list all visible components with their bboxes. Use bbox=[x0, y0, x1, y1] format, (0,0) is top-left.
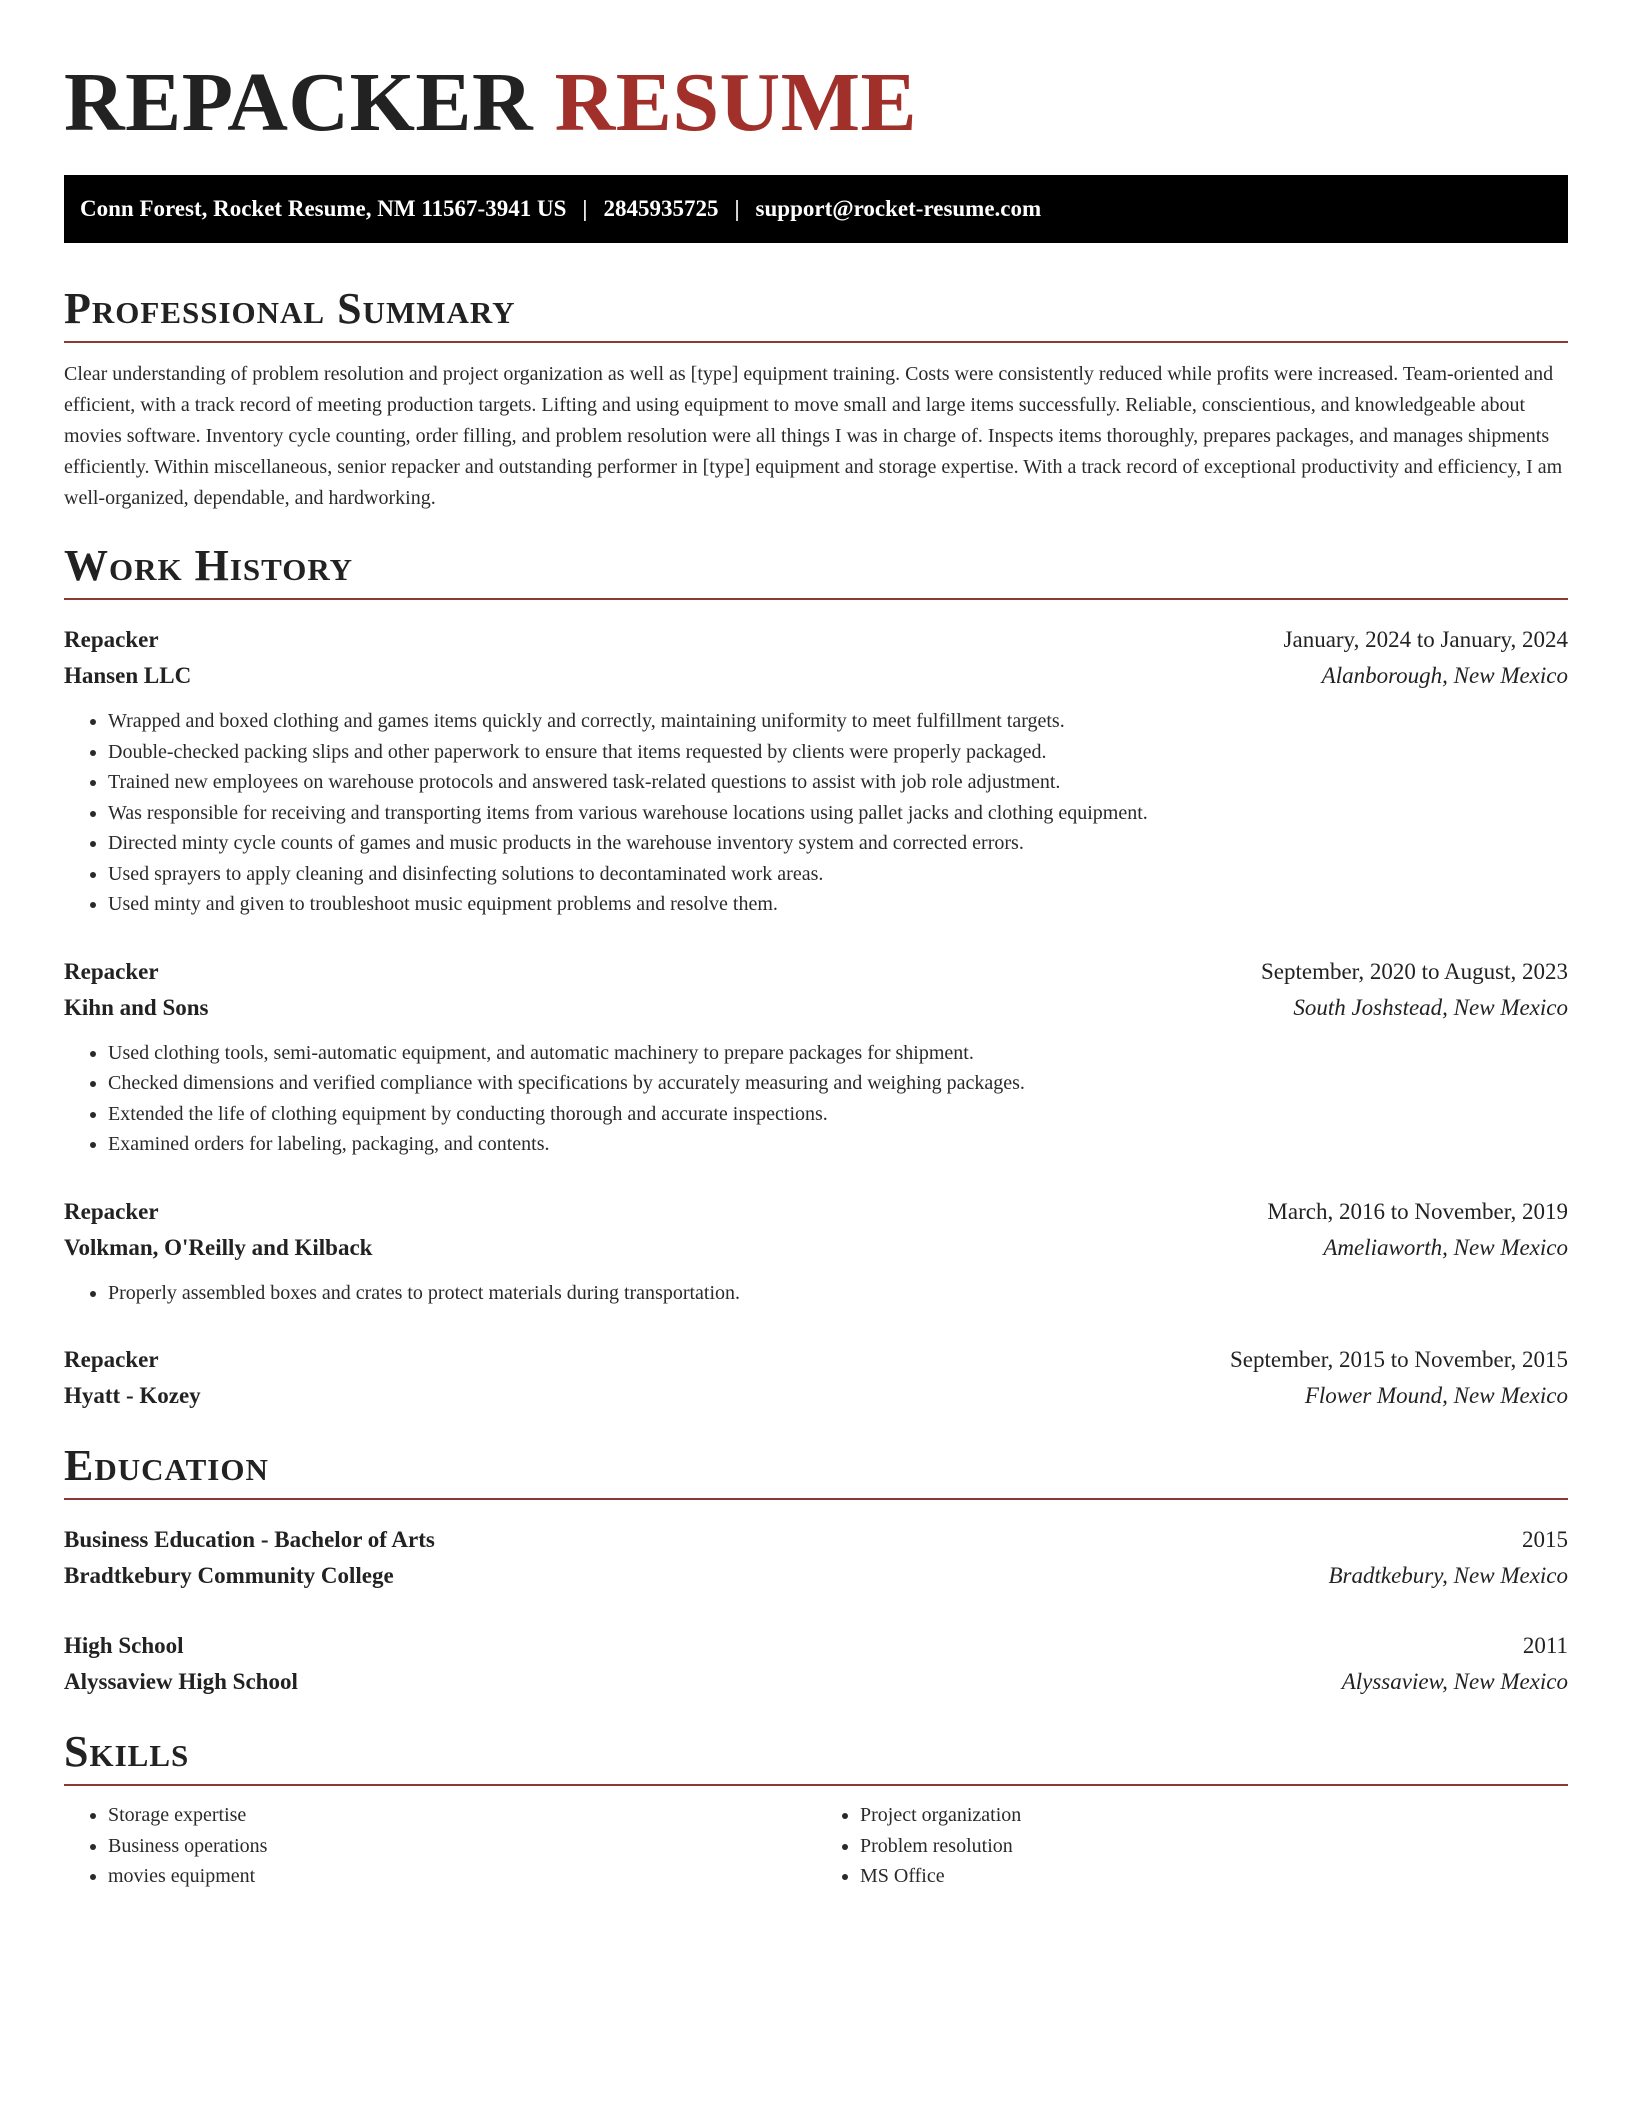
job-header-row bbox=[64, 954, 1568, 990]
list-item: • Used minty and given to troubleshoot music equipment problems and resolve them. bbox=[108, 889, 1568, 920]
job-company: Kihn and Sons bbox=[64, 994, 209, 1020]
education-school-row bbox=[64, 1558, 1568, 1594]
job-company-row bbox=[64, 658, 1568, 694]
education-entry bbox=[64, 1522, 1568, 1594]
job-location: South Joshstead, New Mexico bbox=[1293, 994, 1568, 1020]
skill-item: • Storage expertise bbox=[108, 1800, 816, 1831]
education-year: 2011 bbox=[1522, 1633, 1568, 1658]
job-bullets bbox=[64, 706, 1568, 920]
job-header-row bbox=[64, 1194, 1568, 1230]
list-item: • Directed minty cycle counts of games and music products in the warehouse inventory system and corrected errors. bbox=[108, 828, 1568, 859]
skill-item: • MS Office bbox=[860, 1861, 1568, 1892]
job-header-row bbox=[64, 1342, 1568, 1378]
list-item: • Used sprayers to apply cleaning and disinfecting solutions to decontaminated work areas. bbox=[108, 859, 1568, 890]
education-degree: High School bbox=[64, 1633, 184, 1658]
job-role: Repacker bbox=[64, 958, 159, 984]
contact-email[interactable]: support@rocket-resume.com bbox=[755, 196, 1042, 221]
job-location: Alanborough, New Mexico bbox=[1321, 663, 1568, 688]
skill-item: • movies equipment bbox=[108, 1861, 816, 1892]
list-item: • Checked dimensions and verified compliance with specifications by accurately measuring and weighing packages. bbox=[108, 1068, 1568, 1099]
education-year: 2015 bbox=[1522, 1527, 1568, 1552]
job-company-row bbox=[64, 990, 1568, 1026]
job-bullets bbox=[64, 1278, 1568, 1309]
job-dates: September, 2020 to August, 2023 bbox=[1260, 958, 1568, 984]
education-school: Alyssaview High School bbox=[64, 1669, 298, 1694]
summary-paragraph: Clear understanding of problem resolution and project organization as well as [type] equipment training. Costs were consistently reduced while profits were increased. Team-oriented and efficient, with a track record of meeting production targets. Lifting and using equipment to move small and large items successfully. Reliable, conscientious, and knowledgeable about movies software. Inventory cycle counting, order filling, and problem resolution were all things I was in charge of. Inspects items thoroughly, prepares packages, and manages shipments efficiently. Within miscellaneous, senior repacker and outstanding performer in [type] equipment and storage expertise. With a track record of exceptional productivity and efficiency, I am well-organized, dependable, and hardworking. bbox=[64, 363, 1563, 509]
list-item: • Used clothing tools, semi-automatic equipment, and automatic machinery to prepare packages for shipment. bbox=[108, 1038, 1568, 1069]
job-company: Hyatt - Kozey bbox=[64, 1383, 201, 1408]
skills-column-right bbox=[816, 1800, 1568, 1892]
contact-address: Conn Forest, Rocket Resume, NM 11567-3941 US bbox=[80, 196, 567, 221]
section-heading: Education bbox=[64, 1440, 1568, 1500]
education-school: Bradtkebury Community College bbox=[64, 1563, 394, 1588]
contact-bar bbox=[64, 175, 1568, 243]
section-heading: Skills bbox=[64, 1726, 1568, 1786]
job-role: Repacker bbox=[64, 627, 159, 652]
job-header-row bbox=[64, 622, 1568, 658]
job-entry bbox=[64, 622, 1568, 920]
job-company: Volkman, O'Reilly and Kilback bbox=[64, 1234, 373, 1260]
contact-separator: | bbox=[734, 196, 740, 221]
job-entry bbox=[64, 1342, 1568, 1414]
education-school-row bbox=[64, 1664, 1568, 1700]
skill-item: • Project organization bbox=[860, 1800, 1568, 1831]
skills-grid bbox=[64, 1800, 1568, 1892]
skill-item: • Business operations bbox=[108, 1831, 816, 1862]
skill-item: • Problem resolution bbox=[860, 1831, 1568, 1862]
job-company-row bbox=[64, 1230, 1568, 1266]
education-location: Alyssaview, New Mexico bbox=[1341, 1669, 1568, 1694]
education-degree: Business Education - Bachelor of Arts bbox=[64, 1527, 435, 1552]
job-company: Hansen LLC bbox=[64, 663, 192, 688]
summary-section bbox=[64, 283, 1568, 514]
education-location: Bradtkebury, New Mexico bbox=[1328, 1563, 1568, 1588]
job-bullets bbox=[64, 1038, 1568, 1160]
list-item: • Wrapped and boxed clothing and games items quickly and correctly, maintaining uniformity to meet fulfillment targets. bbox=[108, 706, 1568, 737]
skills-section bbox=[64, 1726, 1568, 1892]
work-history-section bbox=[64, 540, 1568, 1414]
job-role: Repacker bbox=[64, 1347, 159, 1372]
skills-column-left bbox=[64, 1800, 816, 1892]
section-heading: Work History bbox=[64, 540, 1568, 600]
education-entry bbox=[64, 1628, 1568, 1700]
job-entry bbox=[64, 954, 1568, 1160]
education-header-row bbox=[64, 1628, 1568, 1664]
contact-phone: 2845935725 bbox=[603, 196, 719, 221]
title-name: REPACKER bbox=[64, 56, 534, 149]
section-heading: Professional Summary bbox=[64, 283, 1568, 343]
list-item: • Was responsible for receiving and transporting items from various warehouse locations using pallet jacks and clothing equipment. bbox=[108, 798, 1568, 829]
job-dates: January, 2024 to January, 2024 bbox=[1283, 627, 1568, 652]
education-section bbox=[64, 1440, 1568, 1700]
job-dates: September, 2015 to November, 2015 bbox=[1230, 1347, 1568, 1372]
list-item: • Properly assembled boxes and crates to protect materials during transportation. bbox=[108, 1278, 1568, 1309]
list-item: • Extended the life of clothing equipment by conducting thorough and accurate inspections. bbox=[108, 1099, 1568, 1130]
list-item: • Double-checked packing slips and other paperwork to ensure that items requested by clients were properly packaged. bbox=[108, 737, 1568, 768]
job-entry bbox=[64, 1194, 1568, 1309]
resume-title bbox=[64, 55, 1568, 151]
education-header-row bbox=[64, 1522, 1568, 1558]
list-item: • Trained new employees on warehouse protocols and answered task-related questions to assist with job role adjustment. bbox=[108, 767, 1568, 798]
list-item: • Examined orders for labeling, packaging, and contents. bbox=[108, 1129, 1568, 1160]
title-accent: RESUME bbox=[554, 56, 918, 149]
contact-separator: | bbox=[582, 196, 588, 221]
job-location: Ameliaworth, New Mexico bbox=[1323, 1234, 1568, 1260]
job-location: Flower Mound, New Mexico bbox=[1304, 1383, 1568, 1408]
job-dates: March, 2016 to November, 2019 bbox=[1267, 1198, 1568, 1224]
job-company-row bbox=[64, 1378, 1568, 1414]
job-role: Repacker bbox=[64, 1198, 159, 1224]
